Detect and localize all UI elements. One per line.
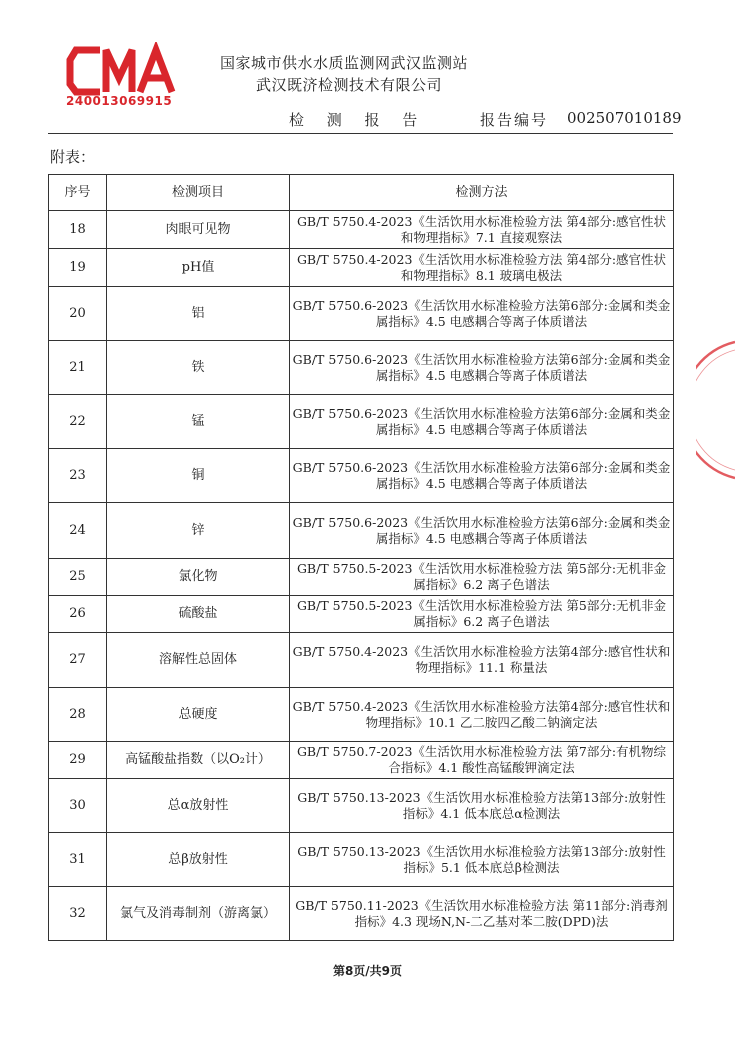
test-item: 氯化物 (107, 559, 290, 596)
test-method: GB/T 5750.6-2023《生活饮用水标准检验方法第6部分:金属和类金属指标》4.5 电感耦合等离子体质谱法 (290, 395, 674, 449)
page-number: 第8页/共9页 (332, 964, 403, 978)
test-method: GB/T 5750.6-2023《生活饮用水标准检验方法第6部分:金属和类金属指标》4.5 电感耦合等离子体质谱法 (290, 287, 674, 341)
test-item: 铝 (107, 287, 290, 341)
test-item: 总α放射性 (107, 779, 290, 833)
row-number: 28 (49, 688, 107, 742)
test-item: 总硬度 (107, 688, 290, 742)
test-item: 硫酸盐 (107, 596, 290, 633)
column-header: 序号 (49, 175, 107, 211)
table-row (49, 395, 674, 449)
test-method: GB/T 5750.4-2023《生活饮用水标准检验方法 第4部分:感官性状和物理指标》7.1 直接观察法 (290, 211, 674, 249)
company-seal-icon (696, 340, 735, 480)
test-item: 总β放射性 (107, 833, 290, 887)
test-item: 锌 (107, 503, 290, 559)
table-row (49, 688, 674, 742)
row-number: 22 (49, 395, 107, 449)
row-number: 30 (49, 779, 107, 833)
table-row (49, 249, 674, 287)
row-number: 24 (49, 503, 107, 559)
row-number: 26 (49, 596, 107, 633)
table-row (49, 596, 674, 633)
table-row (49, 742, 674, 779)
appendix-label: 附表： (50, 148, 96, 166)
report-title: 检 测 报 告 (289, 111, 427, 129)
table-row (49, 633, 674, 688)
test-item: 铜 (107, 449, 290, 503)
table-row (49, 887, 674, 941)
row-number: 25 (49, 559, 107, 596)
table-row (49, 287, 674, 341)
test-method: GB/T 5750.6-2023《生活饮用水标准检验方法第6部分:金属和类金属指标》4.5 电感耦合等离子体质谱法 (290, 449, 674, 503)
row-number: 29 (49, 742, 107, 779)
row-number: 32 (49, 887, 107, 941)
header-divider (48, 133, 673, 134)
test-method: GB/T 5750.5-2023《生活饮用水标准检验方法 第5部分:无机非金属指标》6.2 离子色谱法 (290, 596, 674, 633)
test-method: GB/T 5750.13-2023《生活饮用水标准检验方法第13部分:放射性指标》4.1 低本底总α检测法 (290, 779, 674, 833)
method-table (48, 174, 674, 941)
org-name-line2: 武汉既济检测技术有限公司 (256, 76, 443, 94)
test-item: 铁 (107, 341, 290, 395)
table-row (49, 211, 674, 249)
test-item: 溶解性总固体 (107, 633, 290, 688)
column-header: 检测项目 (107, 175, 290, 211)
org-name-line1: 国家城市供水水质监测网武汉监测站 (220, 54, 469, 72)
row-number: 18 (49, 211, 107, 249)
table-row (49, 833, 674, 887)
report-number: 002507010189 (567, 109, 682, 127)
row-number: 21 (49, 341, 107, 395)
test-method: GB/T 5750.6-2023《生活饮用水标准检验方法第6部分:金属和类金属指标》4.5 电感耦合等离子体质谱法 (290, 503, 674, 559)
test-item: 锰 (107, 395, 290, 449)
test-item: 氯气及消毒制剂（游离氯） (107, 887, 290, 941)
row-number: 31 (49, 833, 107, 887)
cert-number: 240013069915 (66, 94, 173, 108)
test-item: 肉眼可见物 (107, 211, 290, 249)
table-row (49, 503, 674, 559)
test-method: GB/T 5750.13-2023《生活饮用水标准检验方法第13部分:放射性指标》5.1 低本底总β检测法 (290, 833, 674, 887)
row-number: 20 (49, 287, 107, 341)
test-method: GB/T 5750.6-2023《生活饮用水标准检验方法第6部分:金属和类金属指标》4.5 电感耦合等离子体质谱法 (290, 341, 674, 395)
row-number: 23 (49, 449, 107, 503)
test-method: GB/T 5750.4-2023《生活饮用水标准检验方法第4部分:感官性状和物理指标》11.1 称量法 (290, 633, 674, 688)
test-item: 高锰酸盐指数（以O₂计） (107, 742, 290, 779)
table-row (49, 559, 674, 596)
test-method: GB/T 5750.4-2023《生活饮用水标准检验方法第4部分:感官性状和物理指标》10.1 乙二胺四乙酸二钠滴定法 (290, 688, 674, 742)
table-header-row (49, 175, 674, 211)
row-number: 27 (49, 633, 107, 688)
test-method: GB/T 5750.11-2023《生活饮用水标准检验方法 第11部分:消毒剂指标》4.3 现场N,N-二乙基对苯二胺(DPD)法 (290, 887, 674, 941)
table-row (49, 449, 674, 503)
report-number-label: 报告编号 (480, 111, 549, 129)
test-method: GB/T 5750.5-2023《生活饮用水标准检验方法 第5部分:无机非金属指标》6.2 离子色谱法 (290, 559, 674, 596)
table-row (49, 341, 674, 395)
table-row (49, 779, 674, 833)
column-header: 检测方法 (290, 175, 674, 211)
row-number: 19 (49, 249, 107, 287)
test-item: pH值 (107, 249, 290, 287)
test-method: GB/T 5750.4-2023《生活饮用水标准检验方法 第4部分:感官性状和物理指标》8.1 玻璃电极法 (290, 249, 674, 287)
test-method: GB/T 5750.7-2023《生活饮用水标准检验方法 第7部分:有机物综合指标》4.1 酸性高锰酸钾滴定法 (290, 742, 674, 779)
